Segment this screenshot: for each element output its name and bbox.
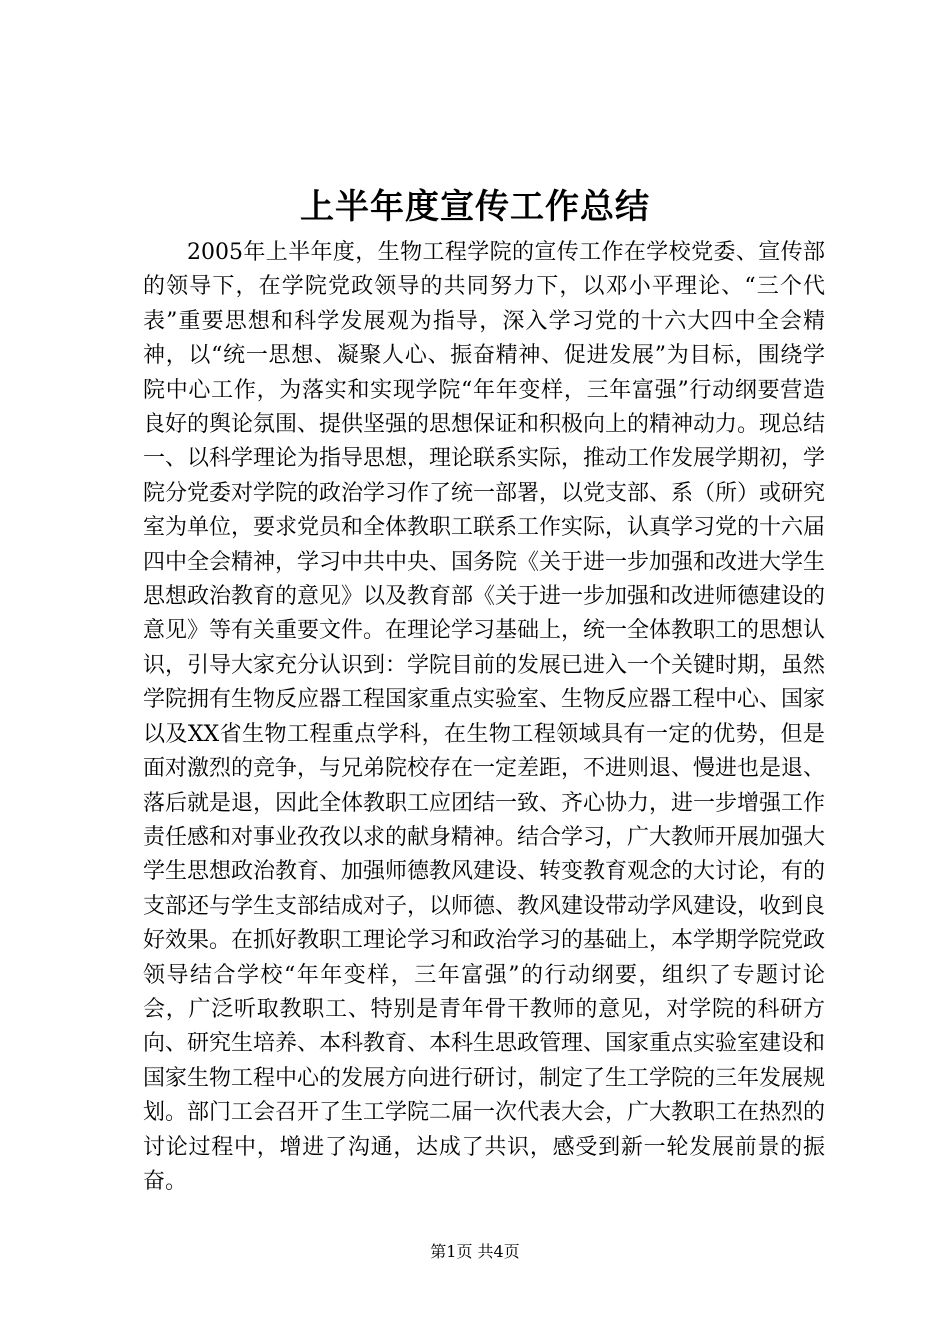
page-number-footer: 第1页 共4页 — [430, 1242, 520, 1261]
document-body-paragraph: 2005年上半年度，生物工程学院的宣传工作在学校党委、宣传部的领导下，在学院党政领导的共同努力下，以邓小平理论、“三个代表”重要思想和科学发展观为指导，深入学习党的十六大四中全会精神，以“统一思想、凝聚人心、振奋精神、促进发展”为目标，围绕学院中心工作，为落实和实现学院“年年变样，三年富强”行动纲要营造良好的舆论氛围、提供坚强的思想保证和积极向上的精神动力。现总结一、以科学理论为指导思想，理论联系实际，推动工作发展学期初，学院分党委对学院的政治学习作了统一部署，以党支部、系（所）或研究室为单位，要求党员和全体教职工联系工作实际，认真学习党的十六届四中全会精神，学习中共中央、国务院《关于进一步加强和改进大学生思想政治教育的意见》以及教育部《关于进一步加强和改进师德建设的意见》等有关重要文件。在理论学习基础上，统一全体教职工的思想认识，引导大家充分认识到：学院目前的发展已进入一个关键时期，虽然学院拥有生物反应器工程国家重点实验室、生物反应器工程中心、国家以及XX省生物工程重点学科，在生物工程领域具有一定的优势，但是面对激烈的竞争，与兄弟院校存在一定差距，不进则退、慢进也是退、落后就是退，因此全体教职工应团结一致、齐心协力，进一步增强工作责任感和对事业孜孜以求的献身精神。结合学习，广大教师开展加强大学生思想政治教育、加强师德教风建设、转变教育观念的大讨论，有的支部还与学生支部结成对子，以师德、教风建设带动学风建设，收到良好效果。在抓好教职工理论学习和政治学习的基础上，本学期学院党政领导结合学校“年年变样，三年富强”的行动纲要，组织了专题讨论会，广泛听取教职工、特别是青年骨干教师的意见，对学院的科研方向、研究生培养、本科教育、本科生思政管理、国家重点实验室建设和国家生物工程中心的发展方向进行研讨，制定了生工学院的三年发展规划。部门工会召开了生工学院二届一次代表大会，广大教职工在热烈的讨论过程中，增进了沟通，达成了共识，感受到新一轮发展前景的振奋。 — [143, 240, 826, 1194]
document-title: 上半年度宣传工作总结 — [300, 187, 650, 227]
